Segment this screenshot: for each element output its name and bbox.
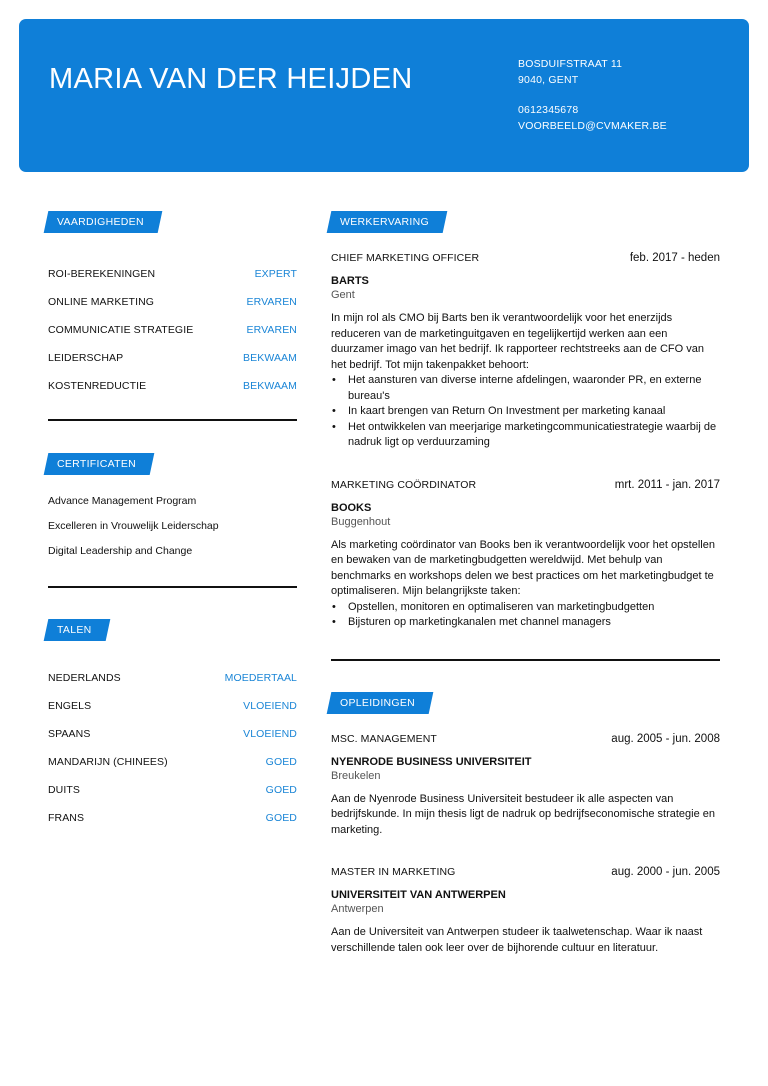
language-row (48, 692, 297, 720)
education-description: Aan de Nyenrode Business Universiteit bestudeer ik alle aspecten van bedrijfskunde. In mijn thesis ligt de nadruk op bedrijfseconomische strategie en marketing. (331, 792, 715, 836)
left-column (48, 211, 297, 832)
company-name: BOOKS (331, 501, 372, 514)
cv-header (19, 19, 749, 172)
job-description: Als marketing coördinator van Books ben ik verantwoordelijk voor het opstellen en bewaken van de marketingbudgetten wereldwijd. Met behulp van benchmarks en workshops delen we best practices om het marketingbudget te optimaliseren. Mijn belangrijkste taken: (331, 538, 715, 597)
skill-row (48, 344, 297, 372)
experience-section (331, 211, 720, 661)
job-entry (331, 479, 720, 631)
language-level: MOEDERTAAL (224, 672, 297, 684)
skills-section (48, 211, 297, 421)
language-name: SPAANS (48, 728, 91, 740)
skill-level: ERVAREN (246, 324, 297, 336)
phone-number: 0612345678 (518, 104, 579, 116)
skills-section-title: VAARDIGHEDEN (46, 211, 160, 233)
job-description: In mijn rol als CMO bij Barts ben ik verantwoordelijk voor het enerzijds reduceren van de marketinguitgaven en tegelijkertijd werken aan een duurzamer imago van het bedrijf. Ik rapporteer rechtstreeks aan de CFO van het bedrijf. Tot mijn takenpakket behoort: (331, 312, 704, 371)
skill-level: ERVAREN (246, 296, 297, 308)
language-row (48, 748, 297, 776)
skill-row (48, 288, 297, 316)
skill-row (48, 260, 297, 288)
languages-section-title: TALEN (46, 619, 108, 641)
certificates-section-title: CERTIFICATEN (46, 453, 152, 475)
language-name: NEDERLANDS (48, 672, 121, 684)
list-item: • In kaart brengen van Return On Investment per marketing kanaal (331, 404, 720, 420)
education-description: Aan de Universiteit van Antwerpen studeer ik taalwetenschap. Waar ik naast verschillende talen ook leer over de bijhorende cultuur en literatuur. (331, 926, 703, 954)
contact-info (518, 56, 667, 134)
certificate-item: Digital Leadership and Change (48, 545, 193, 557)
education-entry (331, 733, 720, 839)
company-name: BARTS (331, 275, 369, 287)
list-item: • Het aansturen van diverse interne afdelingen, waaronder PR, en externe bureau's (331, 373, 720, 404)
skill-name: COMMUNICATIE STRATEGIE (48, 324, 194, 336)
list-item: • Het ontwikkelen van meerjarige marketingcommunicatiestrategie waarbij de nadruk ligt op verduurzaming (331, 420, 720, 451)
degree-title: MASTER IN MARKETING (331, 866, 456, 878)
language-level: VLOEIEND (243, 700, 297, 712)
language-level: GOED (265, 756, 297, 768)
list-item: • Bijsturen op marketingkanalen met channel managers (331, 615, 720, 631)
education-date: aug. 2000 - jun. 2005 (611, 866, 720, 878)
experience-section-title: WERKERVARING (329, 211, 445, 233)
language-row (48, 776, 297, 804)
language-row (48, 664, 297, 692)
school-location: Antwerpen (331, 903, 384, 915)
list-item: • Opstellen, monitoren en optimaliseren van marketingbudgetten (331, 600, 720, 616)
skill-level: BEKWAAM (243, 352, 297, 364)
language-row (48, 720, 297, 748)
job-date: feb. 2017 - heden (629, 252, 720, 264)
skill-level: BEKWAAM (243, 380, 297, 392)
address-line-1: BOSDUIFSTRAAT 11 (518, 58, 623, 70)
school-name: UNIVERSITEIT VAN ANTWERPEN (331, 889, 506, 901)
languages-section (48, 619, 297, 832)
school-name: NYENRODE BUSINESS UNIVERSITEIT (331, 755, 532, 768)
language-level: GOED (265, 784, 297, 796)
education-date: aug. 2005 - jun. 2008 (611, 732, 720, 745)
job-title: CHIEF MARKETING OFFICER (331, 252, 480, 264)
skill-name: ROI-BEREKENINGEN (48, 268, 156, 280)
job-title: MARKETING COÖRDINATOR (331, 478, 477, 491)
language-row (48, 804, 297, 832)
person-name: MARIA VAN DER HEIJDEN (49, 63, 413, 95)
language-level: GOED (265, 812, 297, 824)
skill-name: KOSTENREDUCTIE (48, 380, 147, 392)
right-column (331, 211, 720, 956)
language-name: FRANS (48, 812, 85, 824)
education-entry (331, 866, 720, 956)
address-line-2: 9040, GENT (518, 74, 579, 86)
company-location: Gent (331, 289, 355, 301)
job-date: mrt. 2011 - jan. 2017 (614, 478, 720, 491)
skill-level: EXPERT (254, 268, 297, 280)
email-address: VOORBEELD@CVMAKER.BE (518, 120, 667, 132)
school-location: Breukelen (331, 769, 381, 782)
language-name: ENGELS (48, 700, 92, 712)
job-entry (331, 252, 720, 451)
education-section-title: OPLEIDINGEN (329, 692, 431, 714)
certificate-item: Advance Management Program (48, 495, 197, 507)
language-name: MANDARIJN (CHINEES) (48, 756, 168, 768)
language-name: DUITS (48, 784, 80, 796)
education-section (331, 692, 720, 957)
language-level: VLOEIEND (243, 728, 297, 740)
skill-name: ONLINE MARKETING (48, 296, 155, 308)
job-tasks (331, 600, 720, 631)
degree-title: MSC. MANAGEMENT (331, 732, 437, 745)
certificates-section (48, 453, 297, 588)
certificate-item: Excelleren in Vrouwelijk Leiderschap (48, 520, 219, 532)
skill-name: LEIDERSCHAP (48, 352, 124, 364)
skill-row (48, 316, 297, 344)
job-tasks (331, 373, 720, 451)
skill-row (48, 372, 297, 400)
company-location: Buggenhout (331, 515, 391, 528)
